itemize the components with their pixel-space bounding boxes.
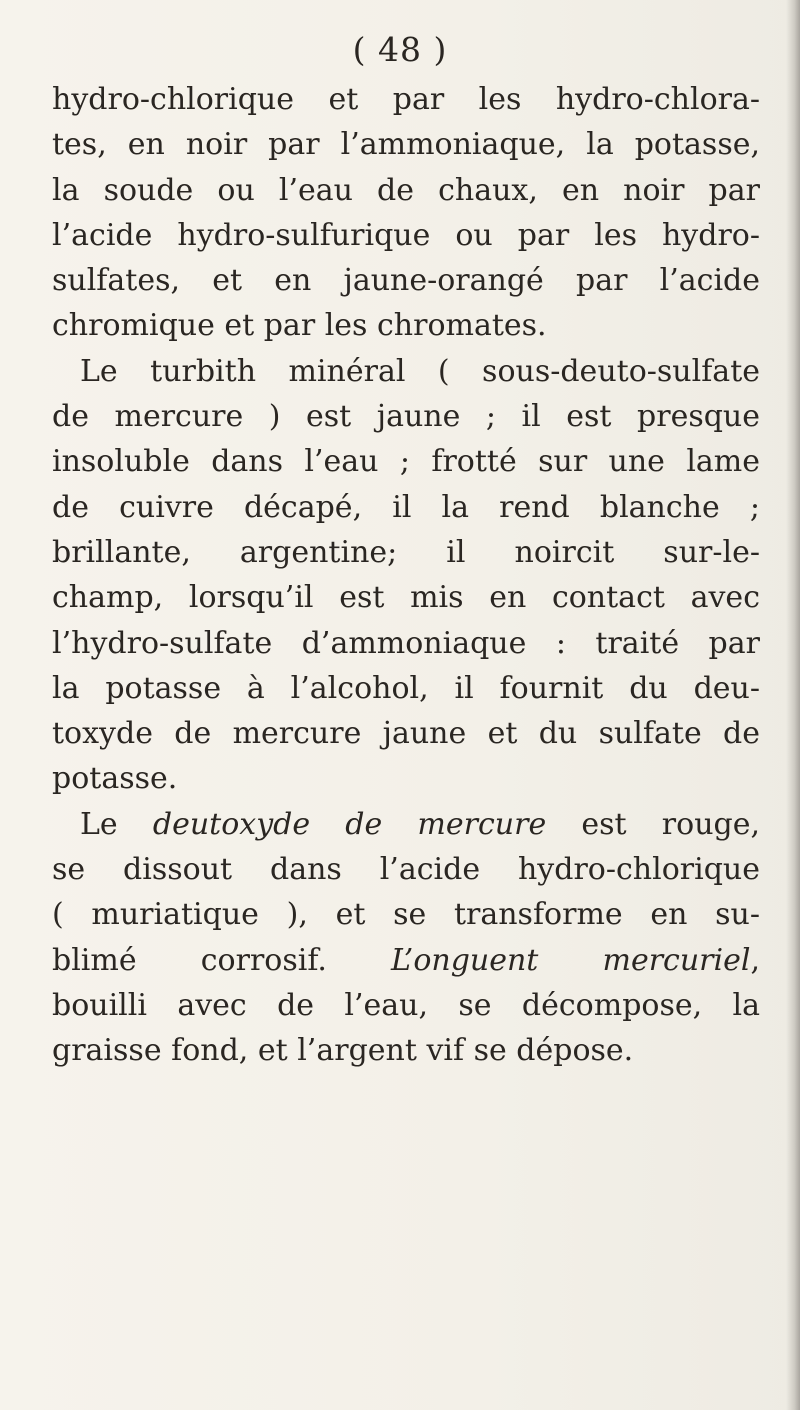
text-line: l’acide hydro-sulfurique ou par les hydro- [52,217,760,253]
text-line: chromique et par les chromates. [52,308,547,344]
text-run: est rouge, [546,806,761,842]
text-run: , [750,942,760,978]
text-line: potasse. [52,761,178,797]
text-line: sulfates, et en jaune-orangé par l’acide [52,263,760,299]
page-number: ( 48 ) [352,30,448,69]
body-text [52,77,760,1074]
page-edge-shadow [786,0,800,1410]
text-line [52,938,760,983]
text-line [52,802,760,847]
text-line: bouilli avec de l’eau, se décompose, la [52,987,760,1023]
text-line: tes, en noir par l’ammoniaque, la potasse, [52,127,760,163]
text-line: ( muriatique ), et se transforme en su- [52,897,760,933]
text-line: champ, lorsqu’il est mis en contact avec [52,580,760,616]
text-line: l’hydro-sulfate d’ammoniaque : traité par [52,625,760,661]
text-line: de cuivre décapé, il la rend blanche ; [52,489,760,525]
text-line: brillante, argentine; il noircit sur-le- [52,534,760,570]
italic-term: L’onguent mercuriel [391,942,751,978]
text-line: graisse fond, et l’argent vif se dépose. [52,1033,634,1069]
text-line: insoluble dans l’eau ; frotté sur une lame [52,444,760,480]
text-line: Le turbith minéral ( sous-deuto-sulfate [80,353,760,389]
text-line: la potasse à l’alcohol, il fournit du deu- [52,670,760,706]
text-run: blimé corrosif. [52,942,392,978]
text-line: la soude ou l’eau de chaux, en noir par [52,172,760,208]
text-line: de mercure ) est jaune ; il est presque [52,399,760,435]
italic-term: deutoxyde de mercure [152,806,547,842]
text-line: se dissout dans l’acide hydro-chlorique [52,852,760,888]
text-run: Le [80,806,153,842]
text-line: toxyde de mercure jaune et du sulfate de [52,716,760,752]
text-line: hydro-chlorique et par les hydro-chlora- [52,82,760,117]
